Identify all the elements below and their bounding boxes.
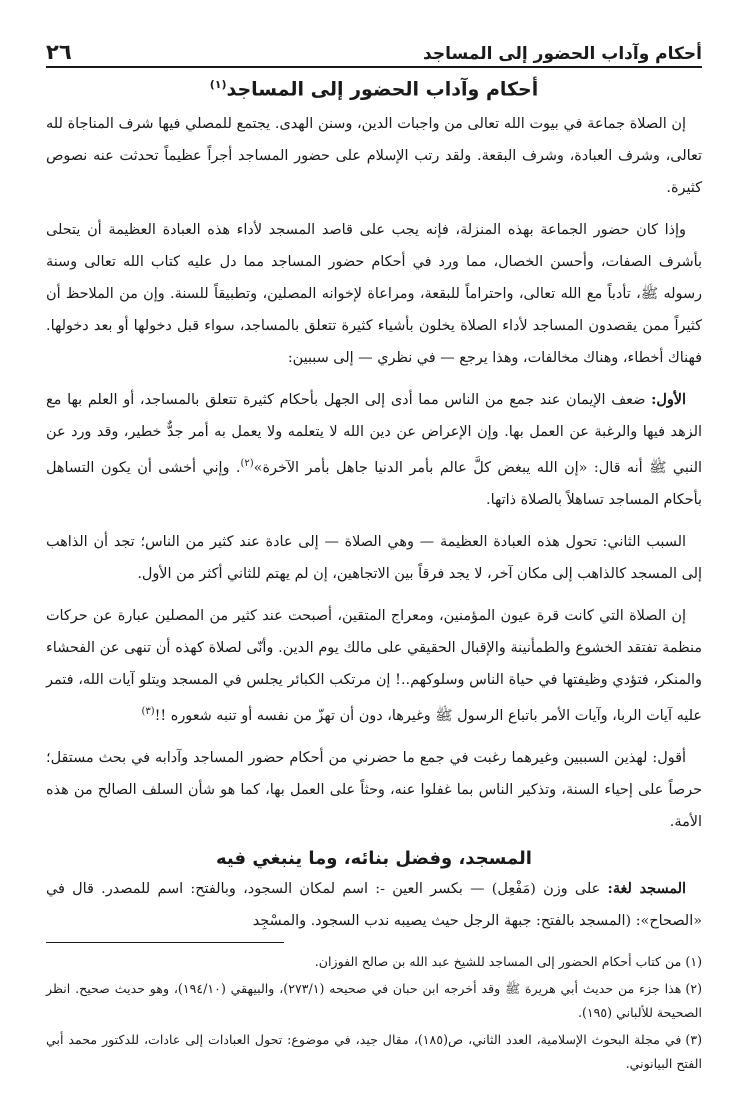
definition-lead: المسجد لغة: bbox=[607, 879, 686, 897]
intro-paragraph: إن الصلاة جماعة في بيوت الله تعالى من واجبات الدين، وسنن الهدى. يجتمع للمصلي فيها شرف المناجاة لله تعالى، وشرف العبادة، وشرف البقعة. ولقد رتب الإسلام على حضور المساجد أجراً عظيماً تحدثت عنه نصوص كثيرة. bbox=[46, 116, 702, 197]
reason-one-tail: . وإني أخشى أن يكون التساهل بأحكام المساجد تساهلاً بالصلاة ذاتها. bbox=[46, 460, 702, 509]
footnote-number: (٢) bbox=[685, 981, 702, 996]
main-title bbox=[46, 78, 702, 100]
reason-two-paragraph: السبب الثاني: تحول هذه العبادة العظيمة — وهي الصلاة — إلى عادة عند كثير من الناس؛ تجد أن الذاهب إلى المسجد كالذاهب إلى مكان آخر، لا يجد فرقاً بين الاتجاهين، إن لم يهتم للثاني أكثر من الأول. bbox=[46, 534, 702, 583]
footnote-number: (١) bbox=[685, 954, 702, 969]
footnote-number: (٣) bbox=[685, 1032, 702, 1047]
prayer-paragraph bbox=[46, 600, 702, 732]
main-title-text: أحكام وآداب الحضور إلى المساجد bbox=[226, 78, 539, 101]
running-header bbox=[46, 30, 702, 68]
header-title: أحكام وآداب الحضور إلى المساجد bbox=[423, 44, 702, 64]
footnote-2 bbox=[46, 977, 702, 1025]
footnote-1 bbox=[46, 950, 702, 974]
definition-paragraph bbox=[46, 873, 702, 937]
attendance-paragraph: وإذا كان حضور الجماعة بهذه المنزلة، فإنه يجب على قاصد المسجد لأداء هذه العبادة العظيمة أن يتحلى بأشرف الصفات، وأحسن الخصال، مما ورد في أحكام حضور المساجد مما دل عليه كتاب الله تعالى وسنة رسوله ﷺ، تأدباً مع الله تعالى، واحتراماً للبقعة، ومراعاة لإخوانه المصلين، وتطبيقاً للسنة. وإن من الملاحظ أن كثيراً ممن يقصدون المساجد لأداء الصلاة يخلون بأشياء كثيرة تتعلق بالمساجد، سواء قبل دخولها أو بعد دخولها. فهناك أخطاء، وهناك مخالفات، وهذا يرجع — في نظري — إلى سببين: bbox=[46, 222, 702, 367]
page-number: ٢٦ bbox=[46, 40, 72, 64]
footnote-text: من كتاب أحكام الحضور إلى المساجد للشيخ عبد الله بن صالح الفوزان. bbox=[314, 954, 682, 969]
definition-text: على وزن (مَفْعِل) — بكسر العين -: اسم لمكان السجود، وبالفتح: اسم للمصدر. قال في «الصحاح»: (المسجد بالفتح: جبهة الرجل حيث يصيبه ندب السجود. والمسْجِد bbox=[46, 880, 702, 929]
prayer-paragraph-text: إن الصلاة التي كانت قرة عيون المؤمنين، ومعراج المتقين، أصبحت عند كثير من المصلين عبارة عن حركات منظمة تفتقد الخشوع والطمأنينة والإقبال الحقيقي على مالك يوم الدين. وأنّى لصلاة كهذه أن تنهى عن الفحشاء والمنكر، فتؤدي وظيفتها في حياة الناس وسلوكهم..! إن مرتكب الكبائر يجلس في المسجد ويتلو آيات الله، فتمر عليه آيات الربا، وآيات الأمر باتباع الرسول ﷺ وغيرها، دون أن تهزّ من نفسه أو تنبه شعوره !! bbox=[46, 608, 702, 724]
closing-paragraph: أقول: لهذين السببين وغيرهما رغبت في جمع ما حضرني من أحكام حضور المساجد وآدابه في بحث مستقل؛ حرصاً على إحياء السنة، وتذكير الناس بما غفلوا عنه، وحثاً على العمل بها، كما هو شأن السلف الصالح من هذه الأمة. bbox=[46, 749, 702, 830]
footnotes bbox=[46, 950, 702, 1079]
reason-one-paragraph bbox=[46, 384, 702, 516]
footnote-ref-2[interactable]: (٢) bbox=[240, 458, 254, 470]
footnote-text: في مجلة البحوث الإسلامية، العدد الثاني، ص(١٨٥)، مقال جيد، في موضوع: تحول العبادات إلى عادات، للدكتور محمد أبي الفتح البيانوني. bbox=[46, 1032, 702, 1071]
footnote-text: هذا جزء من حديث أبي هريرة ﷺ وقد أخرجه ابن حبان في صحيحه (٢٧٣/١)، والبيهقي (١٩٤/١٠)، وهو حديث صحيح. انظر الصحيحة للألباني (١٩٥). bbox=[46, 981, 702, 1020]
footnote-3 bbox=[46, 1028, 702, 1076]
page-content bbox=[46, 30, 702, 947]
reason-one-lead: الأول: bbox=[651, 391, 686, 409]
footnote-ref-1[interactable]: (١) bbox=[209, 78, 227, 91]
footnote-ref-3[interactable]: (٣) bbox=[141, 706, 155, 718]
section-title: المسجد، وفضل بنائه، وما ينبغي فيه bbox=[216, 847, 532, 869]
footnote-divider bbox=[46, 942, 284, 943]
reason-one-text: ضعف الإيمان عند جمع من الناس مما أدى إلى الجهل بأحكام كثيرة تتعلق بالمساجد، أو العلم بها مع الزهد فيها والرغبة عن العمل بها. وإن الإعراض عن دين الله لا يتعلمه ولا يعمل به أمر جدٌّ خطير، وقد ورد عن النبي ﷺ أنه قال: «إن الله يبغض كلَّ عالم بأمر الدنيا جاهل بأمر الآخرة» bbox=[46, 392, 702, 477]
